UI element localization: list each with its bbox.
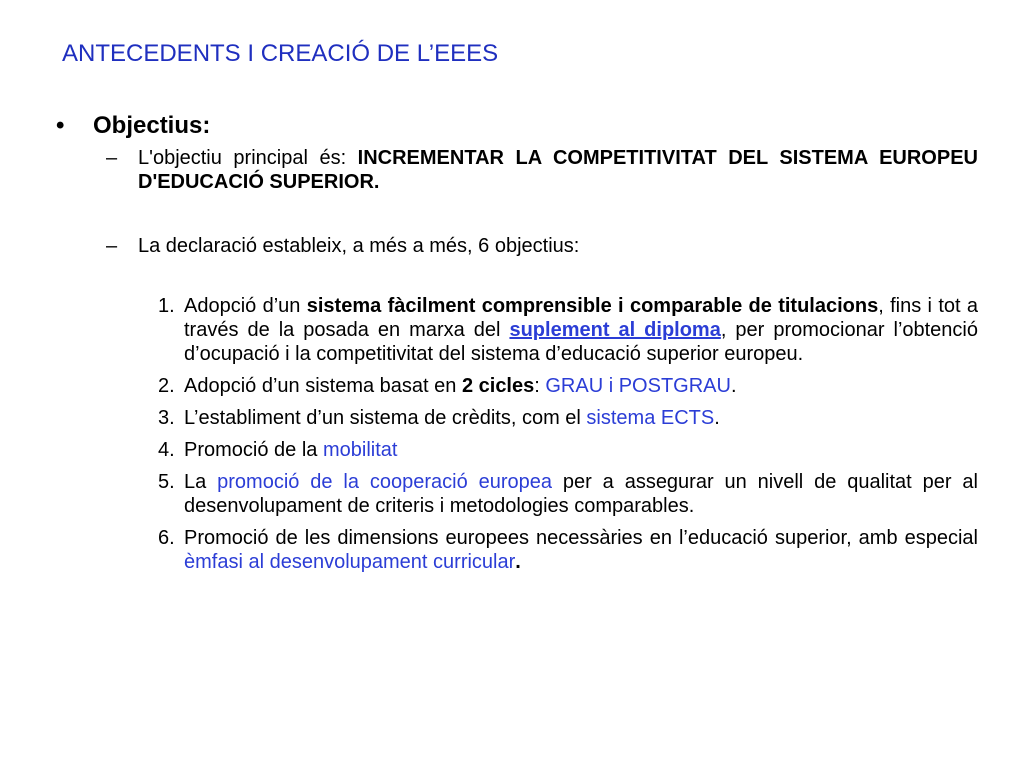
bullet-marker: • (56, 112, 65, 139)
objective-text (184, 374, 978, 398)
main-objective-statement: INCREMENTAR LA COMPETITIVITAT DEL SISTEMA EUROPEU D'EDUCACIÓ SUPERIOR. (138, 147, 978, 193)
highlight-segment: sistema ECTS (586, 407, 715, 429)
text-segment: Promoció de la (184, 439, 323, 461)
objective-number: 5. (158, 471, 175, 493)
highlight-segment: promoció de la cooperació europea (217, 471, 552, 493)
highlight-segment: èmfasi al desenvolupament curricular (184, 551, 516, 573)
objective-item-5 (158, 470, 978, 518)
bold-segment: 2 cicles (461, 375, 535, 397)
text-segment: . (730, 375, 737, 397)
text-segment: L’establiment d’un sistema de crèdits, com el (184, 407, 587, 429)
bold-segment: sistema fàcilment comprensible i comparable de titulacions (306, 295, 879, 317)
text-segment: La (184, 471, 218, 493)
objective-item-6 (158, 526, 978, 574)
objective-text (184, 294, 978, 366)
suplement-al-diploma-link[interactable]: suplement al diploma (509, 319, 721, 341)
objective-text (184, 470, 978, 518)
main-objective-intro: L'objectiu principal és: (138, 147, 358, 169)
objective-number: 4. (158, 439, 175, 461)
main-objective-item (106, 146, 978, 194)
highlight-segment: mobilitat (322, 439, 398, 461)
text-segment: , per promocionar l’obtenció d’ocupació i la competitivitat del sistema d’educació superior europeu. (184, 319, 978, 365)
objectives-label: Objectius: (93, 112, 211, 139)
objective-item-3 (158, 406, 978, 430)
objective-item-4 (158, 438, 978, 462)
text-segment: Adopció d’un sistema basat en (184, 375, 462, 397)
objective-text (184, 526, 978, 574)
objective-text (184, 438, 978, 462)
text-segment: . (515, 551, 521, 573)
objective-number: 6. (158, 527, 175, 549)
text-segment: . (714, 407, 720, 429)
dash-marker: – (106, 235, 118, 257)
objective-text (184, 406, 978, 430)
text-segment: Promoció de les dimensions europees necessàries en l’educació superior, amb especial (184, 527, 978, 549)
text-segment: Adopció d’un (184, 295, 307, 317)
objective-number: 1. (158, 295, 175, 317)
objective-number: 3. (158, 407, 175, 429)
declaration-text: La declaració estableix, a més a més, 6 objectius: (138, 235, 580, 257)
main-objective-text (138, 146, 978, 194)
text-segment: : (534, 375, 546, 397)
objective-item-1 (158, 294, 978, 366)
objective-item-2 (158, 374, 978, 398)
objectives-list (158, 294, 978, 582)
dash-marker: – (106, 147, 118, 169)
slide-title: ANTECEDENTS I CREACIÓ DE L’EEES (62, 40, 499, 67)
text-segment: per a assegurar un nivell de qualitat per al desenvolupament de criteris i metodologies comparables. (184, 471, 978, 517)
objective-number: 2. (158, 375, 175, 397)
highlight-segment: GRAU i POSTGRAU (545, 375, 731, 397)
declaration-item (106, 234, 978, 258)
text-segment: , fins i tot a través de la posada en marxa del (184, 295, 979, 341)
